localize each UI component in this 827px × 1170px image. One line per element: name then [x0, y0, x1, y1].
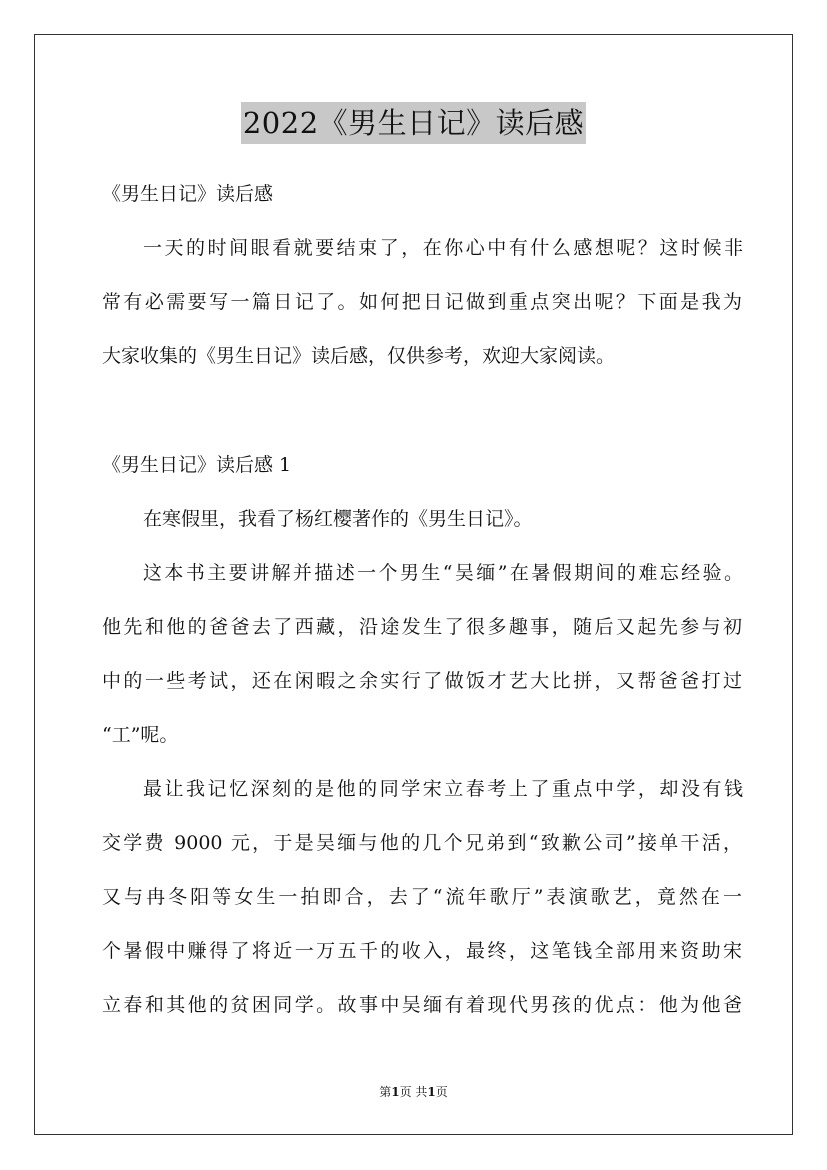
footer-mid: 页 共	[399, 1085, 428, 1099]
paragraph-3-line-3: 又与冉冬阳等女生一拍即合，去了“流年歌厅”表演歌艺，竟然在一	[102, 886, 742, 908]
paragraph-3-line-1: 最让我记忆深刻的是他的同学宋立春考上了重点中学，却没有钱	[143, 778, 743, 800]
paragraph-2-line-4: “工”呢。	[102, 724, 179, 746]
paragraph-2-line-3: 中的一些考试，还在闲暇之余实行了做饭才艺大比拼，又帮爸爸打过	[102, 670, 742, 692]
document-title-text: 2022《男生日记》读后感	[241, 102, 586, 144]
paragraph-3-line-2: 交学费 9000 元，于是吴缅与他的几个兄弟到“致歉公司”接单干活，	[102, 832, 742, 854]
intro-line-2: 常有必需要写一篇日记了。如何把日记做到重点突出呢？下面是我为	[102, 291, 742, 313]
footer-page-number: 1	[391, 1085, 400, 1099]
intro-line-3: 大家收集的《男生日记》读后感，仅供参考，欢迎大家阅读。	[102, 345, 616, 367]
paragraph-3-line-5: 立春和其他的贫困同学。故事中吴缅有着现代男孩的优点：他为他爸	[102, 994, 742, 1016]
document-title	[0, 102, 827, 144]
footer-total-pages: 1	[427, 1085, 436, 1099]
paragraph-1-line-1: 在寒假里，我看了杨红樱著作的《男生日记》。	[143, 508, 533, 530]
document-subtitle: 《男生日记》读后感	[102, 183, 274, 205]
intro-line-1: 一天的时间眼看就要结束了，在你心中有什么感想呢？这时候非	[143, 237, 743, 259]
section-heading: 《男生日记》读后感 1	[102, 454, 292, 476]
page-footer	[0, 1084, 827, 1100]
footer-suffix: 页	[435, 1085, 448, 1099]
paragraph-2-line-2: 他先和他的爸爸去了西藏，沿途发生了很多趣事，随后又起先参与初	[102, 616, 742, 638]
footer-prefix: 第	[379, 1085, 392, 1099]
paragraph-3-line-4: 个暑假中赚得了将近一万五千的收入，最终，这笔钱全部用来资助宋	[102, 940, 742, 962]
paragraph-2-line-1: 这本书主要讲解并描述一个男生“吴缅”在暑假期间的难忘经验。	[143, 562, 743, 584]
